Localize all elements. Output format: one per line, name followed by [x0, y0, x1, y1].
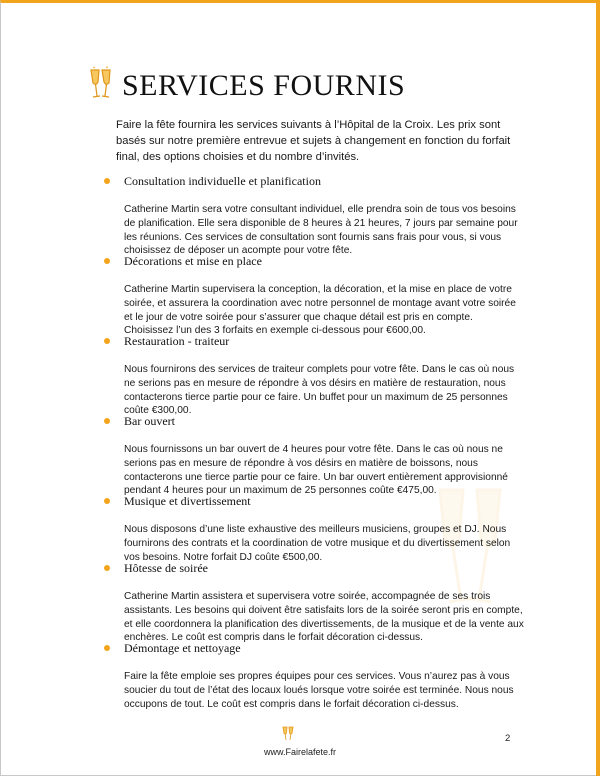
- section-title: Bar ouvert: [124, 414, 175, 428]
- section-body: Nous fournissons un bar ouvert de 4 heures pour votre fête. Dans le cas où nous ne serions pas en mesure de répondre à vos désirs en matière de boissons, nous contacterons une tierce partie pour ce faire. Un bar ouvert entièrement approvisionné pendant 4 heures pour un maximum de 25 personnes coûte €475,00.: [124, 444, 508, 497]
- section-title: Hôtesse de soirée: [124, 561, 208, 575]
- section-title: Démontage et nettoyage: [124, 641, 241, 655]
- section-body: Nous fournirons des services de traiteur complets pour votre fête. Dans le cas où nous ne serions pas en mesure de répondre à vos désirs en matière de restauration, nous contacterons tierce partie pour ce faire. Un buffet pour un maximum de 25 personnes coûte €300,00.: [124, 364, 515, 417]
- section-cleanup: [104, 641, 524, 711]
- bullet-icon: [104, 418, 110, 424]
- bullet-icon: [104, 565, 110, 571]
- section-open-bar: [104, 414, 524, 497]
- section-title: Restauration - traiteur: [124, 334, 230, 348]
- section-body: Catherine Martin supervisera la conception, la décoration, et la mise en place de votre soirée, et assurera la coordination avec notre personnel de montage avant votre soirée et le jour de votre soirée pour s’assurer que chaque détail est pris en compte. Choisissez l’un des 3 forfaits en exemple ci-dessous pour €600,00.: [124, 284, 516, 337]
- champagne-glasses-icon: [88, 66, 114, 102]
- bullet-icon: [104, 178, 110, 184]
- section-body: Nous disposons d’une liste exhaustive des meilleurs musiciens, groupes et DJ. Nous fournirons des contrats et la coordination de votre musique et du divertissement selon vos besoins. Notre forfait DJ coûte €500,00.: [124, 524, 511, 563]
- page-title: SERVICES FOURNIS: [122, 69, 406, 102]
- intro-paragraph: Faire la fête fournira les services suivants à l’Hôpital de la Croix. Les prix sont basés sur notre première entrevue et sujets à changement en fonction du forfait final, des options choisies et du nombre d’invités.: [116, 119, 511, 163]
- bullet-icon: [104, 645, 110, 651]
- accent-bar: [596, 0, 600, 776]
- services-list: [104, 174, 524, 711]
- section-title: Consultation individuelle et planification: [124, 174, 321, 188]
- section-consultation: [104, 174, 524, 257]
- section-body: Catherine Martin sera votre consultant individuel, elle prendra soin de tous vos besoins de planification. Elle sera disponible de 8 heures à 21 heures, 7 jours par semaine pour les réunions. Ces services de consultation sont fournis sans frais pour vous, si vous choisissez de déposer un acompte pour votre fête.: [124, 204, 518, 257]
- section-music: [104, 494, 524, 561]
- footer-champagne-icon: [282, 726, 294, 742]
- bullet-icon: [104, 498, 110, 504]
- section-title: Musique et divertissement: [124, 494, 251, 508]
- section-decorations: [104, 254, 524, 337]
- section-title: Décorations et mise en place: [124, 254, 262, 268]
- title-row: [88, 66, 405, 102]
- section-hostess: [104, 561, 524, 644]
- section-catering: [104, 334, 524, 417]
- bullet-icon: [104, 338, 110, 344]
- page-number: 2: [505, 733, 511, 744]
- bullet-icon: [104, 258, 110, 264]
- section-body: Catherine Martin assistera et supervisera votre soirée, accompagnée de ses trois assistants. Les besoins qui doivent être satisfaits lors de la soirée seront pris en compte, et elle coordonnera la planification des divertissements, de la musique et de la vente aux enchères. Le coût est compris dans le forfait décoration ci-dessus.: [124, 591, 524, 644]
- footer-website: www.Fairelafete.fr: [263, 747, 337, 757]
- section-body: Faire la fête emploie ses propres équipes pour ces services. Vous n’aurez pas à vous soucier du tout de l’état des locaux loués lorsque votre soirée est terminée. Nous nous occupons de tout. Le coût est compris dans le forfait décoration ci-dessus.: [124, 671, 514, 710]
